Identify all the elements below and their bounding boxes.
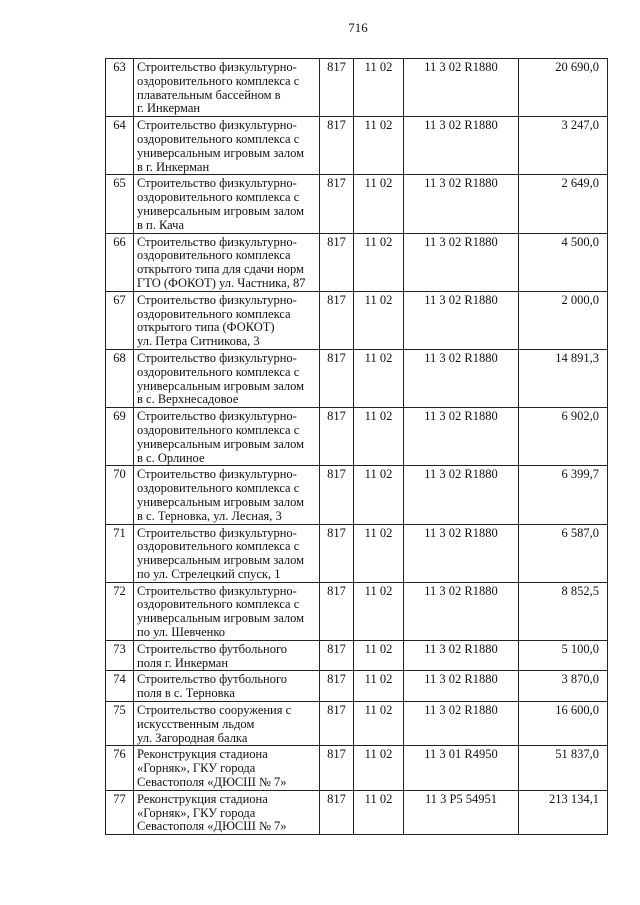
row-section-cell: 11 02 (354, 59, 404, 117)
row-amount-cell: 2 000,0 (519, 291, 608, 349)
row-target-article-cell: 11 3 P5 54951 (404, 790, 519, 834)
row-number-cell: 69 (106, 408, 134, 466)
row-section-cell: 11 02 (354, 790, 404, 834)
table-row (106, 233, 608, 291)
row-grbs-cell: 817 (320, 790, 354, 834)
page-number: 716 (348, 20, 368, 35)
row-section-cell: 11 02 (354, 117, 404, 175)
row-name-line: открытого типа для сдачи норм (137, 262, 304, 277)
table-row (106, 349, 608, 407)
row-name-cell (134, 790, 320, 834)
row-name-line: в с. Терновка, ул. Лесная, 3 (137, 508, 282, 523)
row-section-cell: 11 02 (354, 746, 404, 790)
table-row (106, 640, 608, 671)
row-name-line: поля г. Инкерман (137, 655, 229, 670)
row-section-cell: 11 02 (354, 466, 404, 524)
row-name-line: оздоровительного комплекса с (137, 481, 300, 496)
row-name-line: оздоровительного комплекса с (137, 539, 300, 554)
row-number-cell: 72 (106, 582, 134, 640)
row-name-line: Строительство физкультурно- (137, 525, 297, 540)
row-section-cell: 11 02 (354, 233, 404, 291)
table-row (106, 746, 608, 790)
row-name-line: ул. Петра Ситникова, 3 (137, 334, 260, 349)
row-amount-cell: 3 870,0 (519, 671, 608, 702)
table-row (106, 59, 608, 117)
row-amount-cell: 8 852,5 (519, 582, 608, 640)
row-grbs-cell: 817 (320, 349, 354, 407)
row-name-cell (134, 671, 320, 702)
row-target-article-cell: 11 3 02 R1880 (404, 408, 519, 466)
row-section-cell: 11 02 (354, 524, 404, 582)
row-section-cell: 11 02 (354, 408, 404, 466)
row-name-line: Строительство футбольного (137, 672, 288, 687)
row-target-article-cell: 11 3 02 R1880 (404, 349, 519, 407)
row-target-article-cell: 11 3 01 R4950 (404, 746, 519, 790)
row-name-line: Строительство физкультурно- (137, 118, 297, 133)
row-name-line: универсальным игровым залом (137, 203, 305, 218)
row-name-line: искусственным льдом (137, 716, 255, 731)
row-name-line: оздоровительного комплекса (137, 306, 291, 321)
row-grbs-cell: 817 (320, 59, 354, 117)
row-name-line: оздоровительного комплекса с (137, 190, 300, 205)
row-name-cell (134, 291, 320, 349)
table-row (106, 702, 608, 746)
row-name-line: в с. Верхнесадовое (137, 392, 239, 407)
row-name-line: ГТО (ФОКОТ) ул. Частника, 87 (137, 275, 306, 290)
row-name-line: г. Инкерман (137, 101, 201, 116)
row-amount-cell: 51 837,0 (519, 746, 608, 790)
table-row (106, 175, 608, 233)
row-section-cell: 11 02 (354, 175, 404, 233)
row-target-article-cell: 11 3 02 R1880 (404, 582, 519, 640)
row-grbs-cell: 817 (320, 640, 354, 671)
row-section-cell: 11 02 (354, 349, 404, 407)
table-row (106, 466, 608, 524)
table-row (106, 671, 608, 702)
row-grbs-cell: 817 (320, 582, 354, 640)
row-number-cell: 65 (106, 175, 134, 233)
table-body (106, 59, 608, 835)
row-section-cell: 11 02 (354, 702, 404, 746)
row-target-article-cell: 11 3 02 R1880 (404, 466, 519, 524)
row-number-cell: 73 (106, 640, 134, 671)
row-name-line: Строительство физкультурно- (137, 583, 297, 598)
row-name-cell (134, 408, 320, 466)
table-row (106, 790, 608, 834)
row-name-line: Строительство физкультурно- (137, 409, 297, 424)
row-amount-cell: 16 600,0 (519, 702, 608, 746)
row-amount-cell: 14 891,3 (519, 349, 608, 407)
row-name-cell (134, 524, 320, 582)
row-name-line: Строительство физкультурно- (137, 176, 297, 191)
row-name-line: Реконструкция стадиона (137, 747, 268, 762)
row-name-line: универсальным игровым залом (137, 553, 305, 568)
row-section-cell: 11 02 (354, 582, 404, 640)
row-target-article-cell: 11 3 02 R1880 (404, 291, 519, 349)
row-target-article-cell: 11 3 02 R1880 (404, 175, 519, 233)
row-name-line: Строительство сооружения с (137, 703, 292, 718)
table-row (106, 408, 608, 466)
row-name-line: оздоровительного комплекса с (137, 364, 300, 379)
row-name-line: по ул. Стрелецкий спуск, 1 (137, 566, 281, 581)
row-name-line: оздоровительного комплекса с (137, 73, 300, 88)
row-name-cell (134, 640, 320, 671)
row-name-cell (134, 582, 320, 640)
row-name-line: по ул. Шевченко (137, 625, 226, 640)
row-target-article-cell: 11 3 02 R1880 (404, 117, 519, 175)
row-target-article-cell: 11 3 02 R1880 (404, 59, 519, 117)
row-number-cell: 64 (106, 117, 134, 175)
row-number-cell: 75 (106, 702, 134, 746)
table-row (106, 117, 608, 175)
row-grbs-cell: 817 (320, 524, 354, 582)
row-name-line: «Горняк», ГКУ города (137, 761, 256, 776)
row-grbs-cell: 817 (320, 671, 354, 702)
row-name-line: оздоровительного комплекса (137, 248, 291, 263)
row-name-line: Строительство футбольного (137, 641, 288, 656)
row-number-cell: 71 (106, 524, 134, 582)
row-name-line: в п. Кача (137, 217, 185, 232)
row-name-line: Севастополя «ДЮСШ № 7» (137, 819, 287, 834)
row-amount-cell: 6 587,0 (519, 524, 608, 582)
row-target-article-cell: 11 3 02 R1880 (404, 640, 519, 671)
row-grbs-cell: 817 (320, 408, 354, 466)
row-name-line: в г. Инкерман (137, 159, 210, 174)
row-target-article-cell: 11 3 02 R1880 (404, 671, 519, 702)
row-name-line: ул. Загородная балка (137, 730, 248, 745)
row-grbs-cell: 817 (320, 291, 354, 349)
row-grbs-cell: 817 (320, 466, 354, 524)
row-name-line: в с. Орлиное (137, 450, 205, 465)
row-number-cell: 67 (106, 291, 134, 349)
table-row (106, 582, 608, 640)
table-row (106, 291, 608, 349)
row-name-line: универсальным игровым залом (137, 378, 305, 393)
row-target-article-cell: 11 3 02 R1880 (404, 233, 519, 291)
table-row (106, 524, 608, 582)
row-number-cell: 74 (106, 671, 134, 702)
row-name-cell (134, 466, 320, 524)
row-name-cell (134, 233, 320, 291)
row-number-cell: 63 (106, 59, 134, 117)
row-name-line: Строительство физкультурно- (137, 60, 297, 74)
row-name-line: поля в с. Терновка (137, 686, 235, 701)
row-name-line: открытого типа (ФОКОТ) (137, 320, 275, 335)
row-grbs-cell: 817 (320, 233, 354, 291)
row-name-line: Севастополя «ДЮСШ № 7» (137, 775, 287, 790)
row-name-line: универсальным игровым залом (137, 611, 305, 626)
row-name-line: Реконструкция стадиона (137, 791, 268, 806)
row-name-line: универсальным игровым залом (137, 436, 305, 451)
row-name-line: Строительство физкультурно- (137, 234, 297, 249)
row-number-cell: 68 (106, 349, 134, 407)
row-name-line: оздоровительного комплекса с (137, 597, 300, 612)
row-name-line: Строительство физкультурно- (137, 467, 297, 482)
row-amount-cell: 6 902,0 (519, 408, 608, 466)
row-amount-cell: 4 500,0 (519, 233, 608, 291)
row-name-line: «Горняк», ГКУ города (137, 805, 256, 820)
row-section-cell: 11 02 (354, 640, 404, 671)
row-amount-cell: 6 399,7 (519, 466, 608, 524)
row-amount-cell: 3 247,0 (519, 117, 608, 175)
row-name-cell (134, 702, 320, 746)
row-name-cell (134, 59, 320, 117)
row-grbs-cell: 817 (320, 175, 354, 233)
row-grbs-cell: 817 (320, 746, 354, 790)
row-grbs-cell: 817 (320, 702, 354, 746)
row-name-line: Строительство физкультурно- (137, 350, 297, 365)
row-target-article-cell: 11 3 02 R1880 (404, 524, 519, 582)
row-name-cell (134, 746, 320, 790)
row-name-line: Строительство физкультурно- (137, 292, 297, 307)
row-name-line: универсальным игровым залом (137, 494, 305, 509)
row-name-cell (134, 175, 320, 233)
budget-table (105, 58, 608, 835)
row-name-cell (134, 117, 320, 175)
row-number-cell: 76 (106, 746, 134, 790)
row-name-line: оздоровительного комплекса с (137, 131, 300, 146)
row-name-cell (134, 349, 320, 407)
row-name-line: универсальным игровым залом (137, 145, 305, 160)
row-amount-cell: 213 134,1 (519, 790, 608, 834)
row-amount-cell: 5 100,0 (519, 640, 608, 671)
row-section-cell: 11 02 (354, 671, 404, 702)
row-number-cell: 77 (106, 790, 134, 834)
row-amount-cell: 2 649,0 (519, 175, 608, 233)
row-name-line: оздоровительного комплекса с (137, 422, 300, 437)
row-section-cell: 11 02 (354, 291, 404, 349)
row-number-cell: 70 (106, 466, 134, 524)
row-name-line: плавательным бассейном в (137, 87, 281, 102)
row-amount-cell: 20 690,0 (519, 59, 608, 117)
row-grbs-cell: 817 (320, 117, 354, 175)
row-number-cell: 66 (106, 233, 134, 291)
row-target-article-cell: 11 3 02 R1880 (404, 702, 519, 746)
